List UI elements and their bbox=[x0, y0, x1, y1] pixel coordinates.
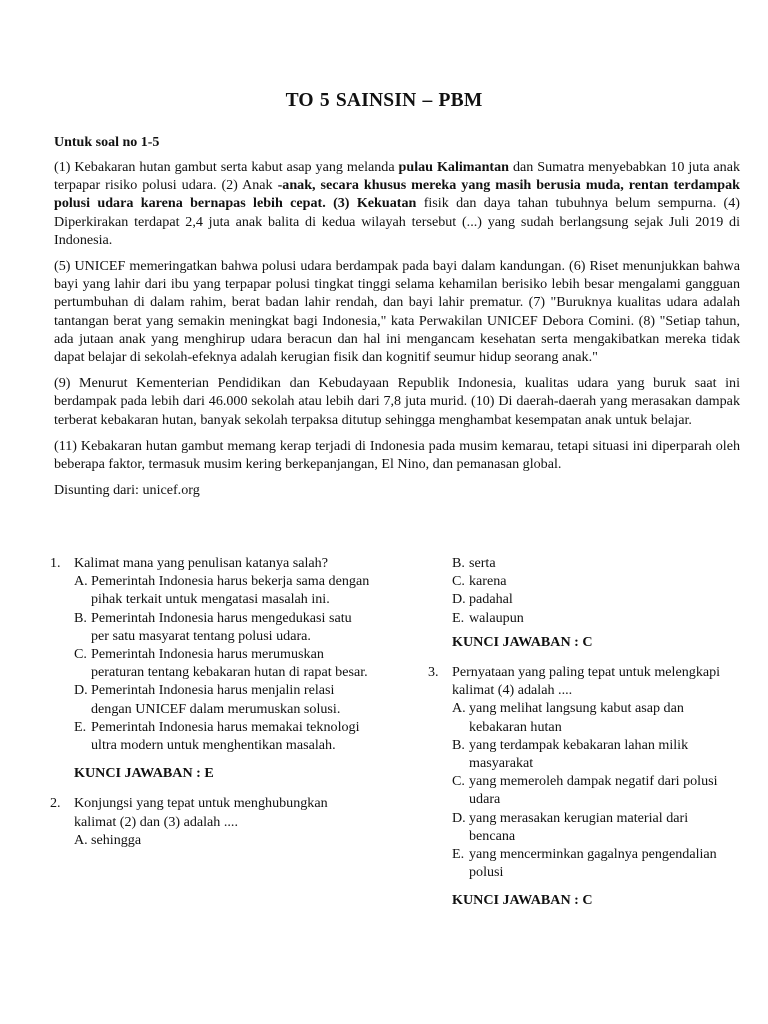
option-text: yang terdampak kebakaran lahan milik masyarakat bbox=[469, 736, 689, 772]
option-text: karena bbox=[469, 573, 507, 590]
option-text: Pemerintah Indonesia harus mengedukasi satu per satu masyarat tentang polusi udara. bbox=[91, 609, 352, 644]
question-number: 2. bbox=[50, 795, 61, 812]
answer-option bbox=[74, 645, 370, 681]
source-note: Disunting dari: unicef.org bbox=[54, 482, 200, 499]
question-3 bbox=[428, 663, 728, 881]
option-text: yang mencerminkan gagalnya pengendalian polusi bbox=[469, 846, 717, 881]
paragraph-3: (9) Menurut Kementerian Pendidikan dan Kebudayaan Republik Indonesia, kualitas udara yang buruk saat ini berdampak pada lebih dari 46.000 sekolah atau lebih dari 7,8 juta murid. (10) Di daerah-daerah yang merasakan dampak terberat kebakaran hutan, banyak sekolah terpaksa ditutup sehingga menghambat kesempatan anak untuk belajar. bbox=[54, 375, 740, 428]
answer-option bbox=[452, 845, 728, 881]
question-2 bbox=[50, 794, 370, 849]
option-text: Pemerintah Indonesia harus merumuskan peraturan tentang kebakaran hutan di rapat besar. bbox=[91, 646, 368, 681]
page-title: TO 5 SAINSIN – PBM bbox=[285, 90, 483, 111]
option-letter: D. bbox=[452, 809, 466, 826]
answer-option bbox=[74, 681, 370, 717]
reading-passage bbox=[54, 158, 740, 499]
answer-option bbox=[74, 831, 370, 849]
option-letter: C. bbox=[452, 573, 465, 590]
option-letter: D. bbox=[74, 682, 88, 699]
answer-option bbox=[452, 699, 728, 735]
question-2-options-continued bbox=[452, 554, 728, 627]
option-text: padahal bbox=[469, 591, 513, 608]
paragraph-1-part-c: dan Sumatra menyebabkan 10 juta anak terpapar risiko polusi udara. (2) Anak bbox=[54, 159, 741, 194]
option-letter: B. bbox=[452, 736, 465, 753]
answer-option bbox=[452, 554, 728, 572]
paragraph-1 bbox=[54, 158, 740, 249]
paragraph-1-part-a: (1) Kebakaran hutan gambut serta kabut asap yang melanda bbox=[54, 159, 399, 175]
option-text: Pemerintah Indonesia harus memakai teknologi ultra modern untuk menghentikan masalah. bbox=[91, 718, 360, 754]
option-text: serta bbox=[469, 555, 496, 571]
answer-option bbox=[452, 772, 728, 808]
option-text: sehingga bbox=[91, 831, 142, 848]
answer-option bbox=[452, 572, 728, 590]
question-number: 1. bbox=[50, 555, 61, 571]
option-text: walaupun bbox=[469, 609, 524, 626]
option-letter: E. bbox=[452, 609, 465, 626]
option-letter: A. bbox=[74, 573, 88, 590]
option-letter: C. bbox=[74, 646, 87, 663]
answer-option bbox=[74, 718, 370, 754]
paragraph-1-part-d: fisik dan daya tahan tubuhnya belum sempurna. (4) Diperkirakan terdapat 2,4 juta anak balita di kedua wilayah tersebut (...) yang sudah berlangsung sejak Juli 2019 di Indonesia. bbox=[54, 195, 740, 248]
option-text: yang memeroleh dampak negatif dari polusi udara bbox=[469, 773, 718, 808]
option-letter: A. bbox=[452, 700, 466, 717]
questions-left-column bbox=[50, 554, 370, 849]
option-letter: C. bbox=[452, 773, 465, 790]
option-letter: E. bbox=[452, 846, 465, 863]
option-text: Pemerintah Indonesia harus bekerja sama dengan pihak terkait untuk mengatasi masalah ini. bbox=[91, 573, 370, 608]
option-letter: D. bbox=[452, 591, 466, 608]
questions-right-column bbox=[428, 554, 728, 922]
question-text: Kalimat mana yang penulisan katanya salah? bbox=[74, 555, 328, 571]
option-letter: B. bbox=[74, 609, 87, 626]
answer-key: KUNCI JAWABAN : E bbox=[74, 765, 214, 782]
question-1 bbox=[50, 554, 370, 754]
paragraph-2: (5) UNICEF memeringatkan bahwa polusi udara berdampak pada bayi dalam kandungan. (6) Riset menunjukkan bahwa bayi yang lahir dari ibu yang terpapar polusi tingkat tinggi selama kehamilan berisiko lebih besar mengalami gangguan pertumbuhan di dalam rahim, berat badan lahir rendah, dan bayi lahir prematur. (7) "Buruknya kualitas udara adalah tantangan berat yang semakin meningkat bagi Indonesia," kata Perwakilan UNICEF Debora Comini. (8) "Setiap tahun, ada jutaan anak yang menghirup udara beracun dan hal ini mengancam kesehatan serta mengakibatkan mereka tidak dapat belajar di sekolah-efeknya adalah kerugian fisik dan kognitif seumur hidup seorang anak." bbox=[54, 258, 740, 366]
paragraph-4: (11) Kebakaran hutan gambut memang kerap terjadi di Indonesia pada musim kemarau, tetapi situasi ini diperparah oleh beberapa faktor, termasuk musim kering berkepanjangan, El Nino, dan pemanasan global. bbox=[54, 437, 740, 473]
paragraph-1-bold-2: -anak, secara khusus mereka yang masih berusia muda, rentan terdampak polusi udara karena bernapas lebih cepat. (3) Kekuatan bbox=[54, 177, 740, 212]
option-letter: B. bbox=[452, 555, 465, 571]
answer-option bbox=[452, 590, 728, 608]
option-letter: E. bbox=[74, 718, 87, 735]
paragraph-1-bold-1: pulau Kalimantan bbox=[398, 159, 510, 175]
answer-option bbox=[452, 736, 728, 772]
question-text: Konjungsi yang tepat untuk menghubungkan kalimat (2) dan (3) adalah .... bbox=[74, 795, 328, 830]
question-number: 3. bbox=[428, 664, 439, 681]
option-text: yang melihat langsung kabut asap dan kebakaran hutan bbox=[469, 700, 684, 735]
answer-option bbox=[74, 572, 370, 608]
section-label: Untuk soal no 1-5 bbox=[54, 135, 160, 150]
answer-key: KUNCI JAWABAN : C bbox=[452, 633, 593, 650]
question-text: Pernyataan yang paling tepat untuk melengkapi kalimat (4) adalah .... bbox=[452, 664, 721, 699]
option-letter: A. bbox=[74, 831, 88, 848]
answer-option bbox=[452, 809, 728, 845]
answer-option bbox=[452, 609, 728, 627]
option-text: Pemerintah Indonesia harus menjalin relasi dengan UNICEF dalam merumuskan solusi. bbox=[91, 682, 341, 717]
answer-key: KUNCI JAWABAN : C bbox=[452, 892, 593, 909]
answer-option bbox=[74, 609, 370, 645]
option-text: yang merasakan kerugian material dari bencana bbox=[469, 809, 689, 844]
